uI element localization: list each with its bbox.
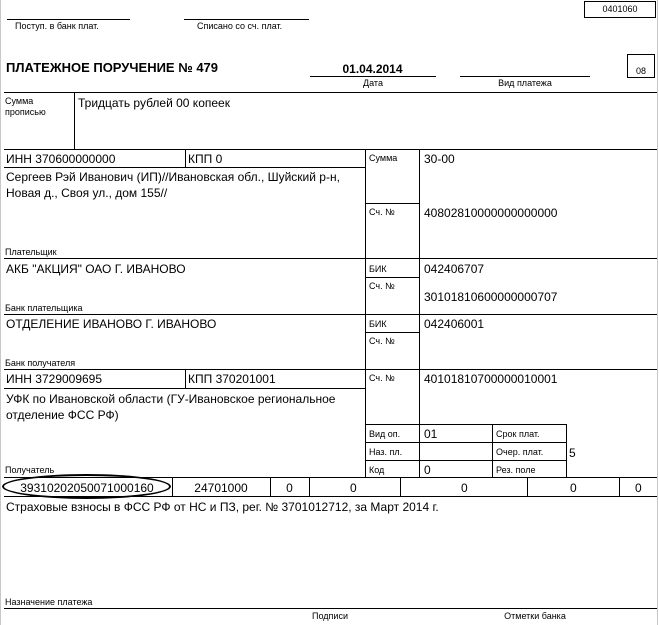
payee-bank-top-line [4, 314, 657, 315]
payee-top-line [4, 369, 657, 370]
payer-inn: ИНН 370600000000 [6, 152, 116, 166]
payer-bank-bik-value: 042406707 [424, 262, 485, 276]
budget-divider-5 [527, 477, 528, 496]
document-title: ПЛАТЕЖНОЕ ПОРУЧЕНИЕ № 479 [6, 60, 219, 75]
payer-kpp: КПП 0 [188, 152, 223, 166]
budget-divider-6 [619, 477, 620, 496]
payment-type-line [460, 76, 590, 77]
kbk-value: 39310202050071000160 [20, 481, 154, 495]
op-fields-mid-line [365, 442, 567, 443]
received-label: Поступ. в банк плат. [15, 21, 99, 31]
document-date: 01.04.2014 [342, 62, 403, 76]
payee-account-value: 40101810700000010001 [424, 372, 558, 386]
payer-kpp-divider [185, 149, 186, 167]
payer-top-line [4, 149, 657, 150]
priority-value: 5 [569, 446, 576, 460]
doc-number-value: 0 [461, 481, 468, 495]
payer-bank-name: АКБ "АКЦИЯ" ОАО Г. ИВАНОВО [6, 262, 186, 276]
payment-kind-value: 0 [635, 481, 642, 495]
amount-words-label-2: прописью [5, 107, 46, 117]
payer-bank-label: Банк плательщика [5, 303, 83, 313]
main-divider-left [365, 149, 366, 477]
budget-divider-4 [400, 477, 401, 496]
oktmo-value: 24701000 [194, 481, 248, 495]
debited-line [184, 19, 309, 20]
form-code: 0401060 [602, 4, 638, 14]
purpose-label: Назначение платежа [5, 597, 93, 607]
code-label: Код [369, 465, 385, 475]
received-line [7, 19, 130, 20]
payer-bank-account-label: Сч. № [369, 281, 395, 291]
payee-bank-account-label: Сч. № [369, 336, 395, 346]
payee-inn-line [4, 388, 365, 389]
payee-kpp-divider [185, 369, 186, 388]
page-left-border [0, 0, 1, 625]
op-fields-top-line [365, 424, 567, 425]
debited-label: Списано со сч. плат. [197, 21, 283, 31]
payee-bank-name: ОТДЕЛЕНИЕ ИВАНОВО Г. ИВАНОВО [6, 317, 217, 331]
amount-words-label-1: Сумма [5, 96, 34, 106]
op-type-label: Вид оп. [369, 429, 401, 439]
amount-words-divider [74, 92, 75, 149]
main-divider-right [419, 149, 420, 477]
budget-divider-3 [309, 477, 310, 496]
payee-inn: ИНН 3729009695 [6, 372, 103, 386]
deadline-label: Срок плат. [496, 429, 540, 439]
payer-sum-value: 30-00 [424, 152, 455, 166]
period-value: 0 [350, 481, 357, 495]
form-code-box [584, 1, 656, 18]
priority-label: Очер. плат. [496, 447, 544, 457]
payer-account-value: 40802810000000000000 [424, 206, 558, 220]
bank-marks-label: Отметки банка [504, 611, 566, 621]
payee-label: Получатель [5, 465, 55, 475]
status-code: 08 [635, 66, 646, 76]
doc-date-value: 0 [570, 481, 577, 495]
payer-bank-bik-line [365, 277, 419, 278]
reserve-label: Рез. поле [496, 465, 536, 475]
op-fields-low-line [365, 460, 567, 461]
basis-value: 0 [286, 481, 293, 495]
status-box [627, 54, 655, 78]
payee-account-label: Сч. № [369, 373, 395, 383]
payer-bank-bik-label: БИК [369, 264, 387, 274]
payer-name-2: Новая д., Своя ул., дом 155// [6, 186, 168, 200]
payer-sum-label: Сумма [369, 153, 398, 163]
payer-name-1: Сергеев Рэй Иванович (ИП)//Ивановская обл., Шуйский р-н, [6, 170, 340, 184]
purpose-text: Страховые взносы в ФСС РФ от НС и ПЗ, рег. № 3701012712, за Март 2014 г. [6, 500, 439, 514]
date-label: Дата [363, 78, 383, 88]
payment-type-label: Вид платежа [498, 78, 552, 88]
payee-kpp: КПП 370201001 [188, 372, 276, 386]
amount-words-top [4, 92, 657, 93]
payer-label: Плательщик [5, 247, 57, 257]
op-type-value: 01 [424, 427, 438, 441]
payer-account-label: Сч. № [369, 207, 395, 217]
signatures-label: Подписи [312, 611, 348, 621]
op-fields-right [566, 424, 567, 477]
payer-sum-line [365, 203, 419, 204]
payee-bank-label: Банк получателя [5, 358, 76, 368]
payer-bank-top-line [4, 258, 657, 259]
date-line [310, 76, 436, 77]
payee-bank-bik-value: 042406001 [424, 317, 485, 331]
payee-bank-bik-line [365, 332, 419, 333]
payee-bank-bik-label: БИК [369, 319, 387, 329]
amount-words-value: Тридцать рублей 00 копеек [78, 96, 230, 110]
payee-name-1: УФК по Ивановской области (ГУ-Ивановское региональное [6, 392, 336, 406]
purpose-bottom-line [4, 608, 657, 609]
payer-bank-account-value: 30101810600000000707 [424, 290, 558, 304]
payee-name-2: отделение ФСС РФ) [6, 408, 119, 422]
purpose-code-label: Наз. пл. [369, 447, 403, 457]
page-right-border [657, 0, 658, 625]
op-fields-divider [492, 424, 493, 477]
code-value: 0 [424, 463, 431, 477]
payer-inn-line [4, 167, 365, 168]
